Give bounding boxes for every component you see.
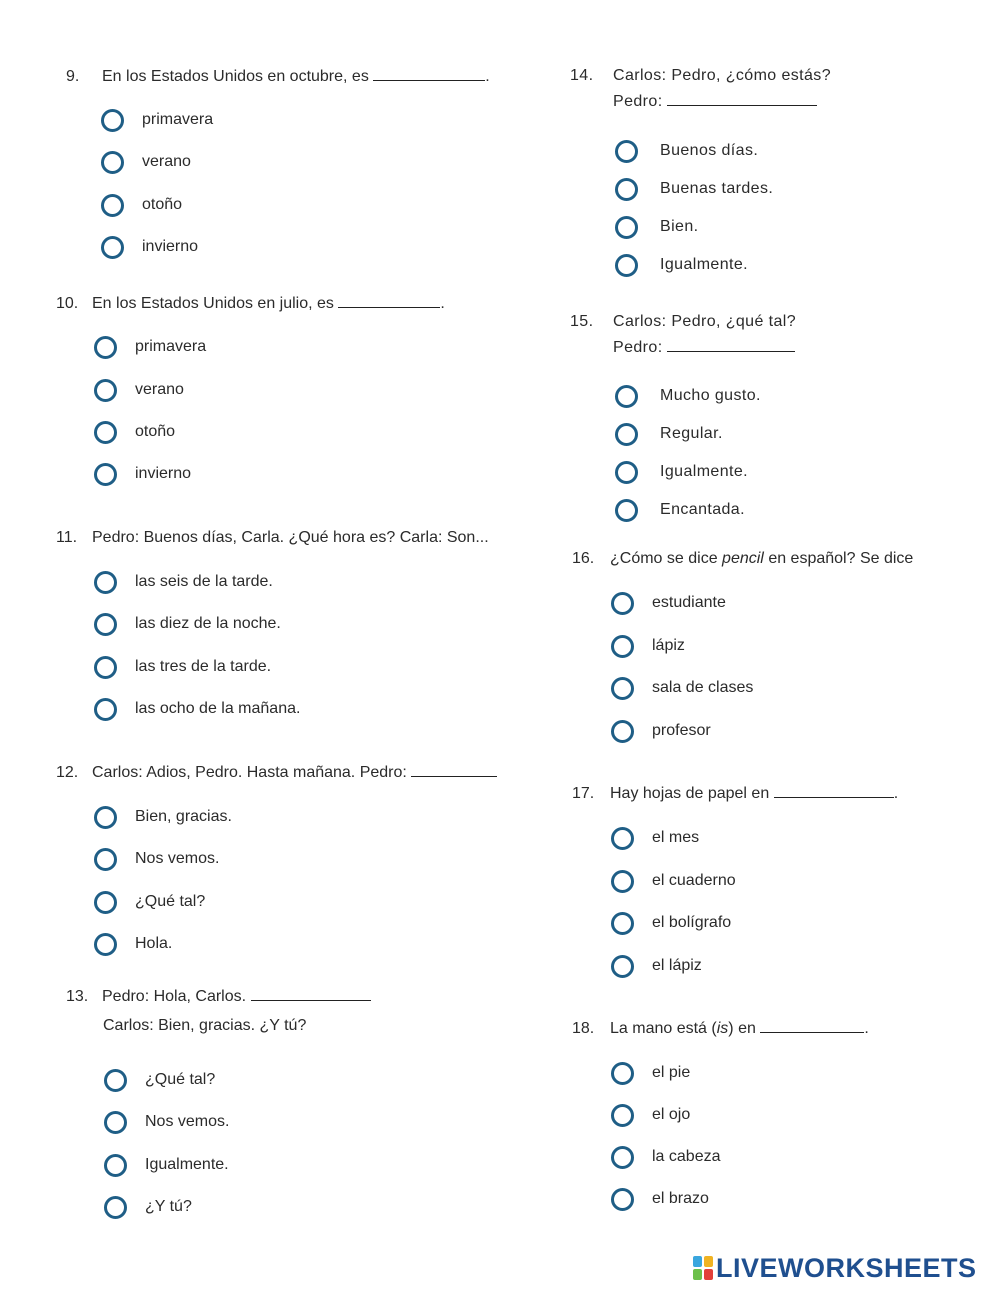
radio-button[interactable] [101, 194, 124, 217]
option-label: Bien. [660, 218, 699, 235]
radio-button[interactable] [104, 1154, 127, 1177]
question-text: Pedro: Hola, Carlos. [102, 988, 247, 1005]
question-text: Carlos: Pedro, ¿qué tal? [613, 313, 797, 330]
radio-button[interactable] [611, 827, 634, 850]
question-9: 9. En los Estados Unidos en octubre, es . [66, 64, 490, 90]
question-10: 10. En los Estados Unidos en julio, es . [56, 291, 445, 317]
option-label: ¿Y tú? [145, 1198, 192, 1215]
option-label: el brazo [652, 1190, 709, 1207]
option-label: el lápiz [652, 957, 702, 974]
question-text: La mano está ( [610, 1020, 717, 1037]
radio-button[interactable] [611, 677, 634, 700]
radio-button[interactable] [611, 1188, 634, 1211]
question-number: 18. [572, 1020, 595, 1037]
option-label: Hola. [135, 935, 173, 952]
radio-button[interactable] [611, 870, 634, 893]
question-15 [570, 309, 796, 335]
radio-button[interactable] [615, 216, 638, 239]
question-17: 17. Hay hojas de papel en . [572, 781, 898, 807]
option-label: el pie [652, 1064, 691, 1081]
option-label: Igualmente. [145, 1156, 229, 1173]
answer-blank [667, 337, 795, 352]
radio-button[interactable] [611, 1146, 634, 1169]
question-number: 13. [66, 988, 89, 1005]
question-text: En los Estados Unidos en julio, es [92, 295, 334, 312]
question-italic-word: pencil [722, 550, 764, 567]
question-number: 9. [66, 68, 80, 85]
answer-blank [760, 1018, 864, 1033]
question-18: 18. La mano está (is) en . [572, 1016, 869, 1042]
logo-text: LIVEWORKSHEETS [716, 1252, 977, 1283]
answer-blank [774, 783, 894, 798]
option-label: Bien, gracias. [135, 808, 232, 825]
option-label: Nos vemos. [135, 850, 220, 867]
radio-button[interactable] [104, 1111, 127, 1134]
question-14-line2: Pedro: [613, 89, 817, 115]
radio-button[interactable] [94, 463, 117, 486]
answer-blank [373, 66, 485, 81]
radio-button[interactable] [611, 1062, 634, 1085]
option-label: sala de clases [652, 679, 754, 696]
radio-button[interactable] [101, 109, 124, 132]
question-15-line2: Pedro: [613, 335, 795, 361]
option-label: Buenos días. [660, 142, 759, 159]
option-label: primavera [135, 338, 207, 355]
option-label: primavera [142, 111, 214, 128]
option-label: las tres de la tarde. [135, 658, 272, 675]
option-label: Encantada. [660, 501, 745, 518]
question-11 [56, 525, 489, 551]
question-text: Hay hojas de papel en [610, 785, 770, 802]
question-13 [66, 984, 371, 1010]
radio-button[interactable] [615, 423, 638, 446]
option-label: el ojo [652, 1106, 691, 1123]
question-text: Carlos: Pedro, ¿cómo estás? [613, 67, 831, 84]
option-label: las diez de la noche. [135, 615, 281, 632]
radio-button[interactable] [104, 1069, 127, 1092]
question-text: Carlos: Adios, Pedro. Hasta mañana. Pedro: [92, 764, 407, 781]
radio-button[interactable] [611, 955, 634, 978]
radio-button[interactable] [101, 151, 124, 174]
radio-button[interactable] [611, 912, 634, 935]
radio-button[interactable] [611, 592, 634, 615]
radio-button[interactable] [94, 656, 117, 679]
option-label: otoño [142, 196, 183, 213]
option-label: estudiante [652, 594, 726, 611]
option-label: ¿Qué tal? [135, 893, 206, 910]
radio-button[interactable] [94, 806, 117, 829]
question-number: 11. [56, 529, 78, 546]
radio-button[interactable] [94, 698, 117, 721]
answer-blank [411, 762, 497, 777]
option-label: el bolígrafo [652, 914, 732, 931]
radio-button[interactable] [94, 848, 117, 871]
option-label: Igualmente. [660, 256, 749, 273]
question-14 [570, 63, 831, 89]
option-label: el cuaderno [652, 872, 736, 889]
option-label: invierno [142, 238, 199, 255]
question-number: 14. [570, 67, 594, 84]
radio-button[interactable] [94, 891, 117, 914]
liveworksheets-logo [693, 1251, 977, 1285]
question-number: 10. [56, 295, 79, 312]
question-text: En los Estados Unidos en octubre, es [102, 68, 369, 85]
option-label: Buenas tardes. [660, 180, 774, 197]
question-text: ¿Cómo se dice [610, 550, 718, 567]
question-number: 12. [56, 764, 79, 781]
question-text: Pedro: Buenos días, Carla. ¿Qué hora es? Carla: Son... [92, 529, 489, 546]
option-label: Regular. [660, 425, 723, 442]
option-label: invierno [135, 465, 192, 482]
option-label: otoño [135, 423, 176, 440]
radio-button[interactable] [615, 385, 638, 408]
option-label: verano [135, 381, 184, 398]
option-label: las seis de la tarde. [135, 573, 273, 590]
radio-button[interactable] [611, 720, 634, 743]
question-number: 15. [570, 313, 594, 330]
question-12 [56, 760, 497, 786]
answer-blank [667, 91, 817, 106]
question-13-line2: Carlos: Bien, gracias. ¿Y tú? [103, 1017, 307, 1034]
option-label: lápiz [652, 637, 685, 654]
option-label: ¿Qué tal? [145, 1071, 216, 1088]
radio-button[interactable] [615, 140, 638, 163]
option-label: Nos vemos. [145, 1113, 230, 1130]
radio-button[interactable] [615, 178, 638, 201]
option-label: Igualmente. [660, 463, 749, 480]
radio-button[interactable] [615, 461, 638, 484]
radio-button[interactable] [615, 254, 638, 277]
question-number: 17. [572, 785, 595, 802]
radio-button[interactable] [101, 236, 124, 259]
radio-button[interactable] [94, 336, 117, 359]
answer-blank [338, 293, 440, 308]
radio-button[interactable] [615, 499, 638, 522]
radio-button[interactable] [104, 1196, 127, 1219]
question-number: 16. [572, 550, 595, 567]
radio-button[interactable] [611, 635, 634, 658]
radio-button[interactable] [94, 421, 117, 444]
radio-button[interactable] [94, 571, 117, 594]
option-label: la cabeza [652, 1148, 721, 1165]
question-italic-word: is [716, 1020, 729, 1037]
radio-button[interactable] [94, 613, 117, 636]
logo-icon [693, 1256, 713, 1280]
option-label: el mes [652, 829, 700, 846]
option-label: las ocho de la mañana. [135, 700, 301, 717]
answer-blank [251, 986, 371, 1001]
radio-button[interactable] [611, 1104, 634, 1127]
radio-button[interactable] [94, 933, 117, 956]
question-16: 16. ¿Cómo se dice pencil en español? Se dice [572, 546, 913, 572]
radio-button[interactable] [94, 379, 117, 402]
option-label: verano [142, 153, 191, 170]
option-label: profesor [652, 722, 711, 739]
option-label: Mucho gusto. [660, 387, 761, 404]
